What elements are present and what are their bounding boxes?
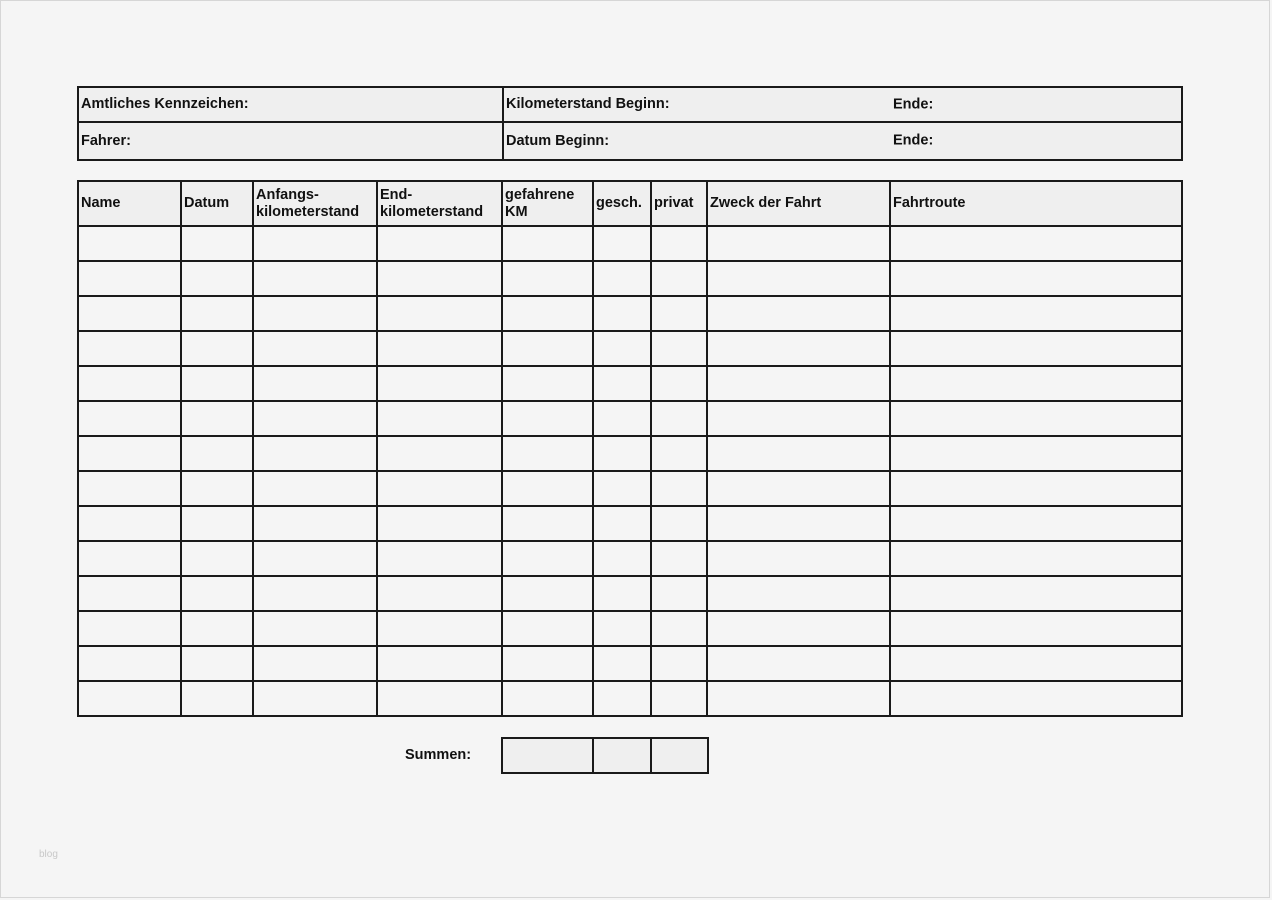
table-row (78, 576, 1182, 611)
cell-driven-km[interactable] (502, 261, 593, 296)
cell-business[interactable] (593, 296, 651, 331)
cell-business[interactable] (593, 681, 651, 716)
cell-date[interactable] (181, 681, 253, 716)
table-row (78, 436, 1182, 471)
cell-driven-km[interactable] (502, 331, 593, 366)
col-header-route: Fahrtroute (890, 181, 1182, 226)
table-row (78, 331, 1182, 366)
cell-start-km[interactable] (253, 506, 377, 541)
cell-name[interactable] (78, 576, 181, 611)
cell-end-km[interactable] (377, 576, 502, 611)
vehicle-info-table (77, 86, 1183, 161)
cell-route[interactable] (890, 576, 1182, 611)
cell-date[interactable] (181, 471, 253, 506)
cell-date[interactable] (181, 506, 253, 541)
cell-driven-km[interactable] (502, 401, 593, 436)
table-row (78, 296, 1182, 331)
cell-start-km[interactable] (253, 296, 377, 331)
cell-business[interactable] (593, 366, 651, 401)
cell-private[interactable] (651, 366, 707, 401)
cell-route[interactable] (890, 226, 1182, 261)
table-row (78, 261, 1182, 296)
trip-log-table (77, 180, 1183, 717)
cell-start-km[interactable] (253, 436, 377, 471)
cell-end-km[interactable] (377, 436, 502, 471)
cell-business[interactable] (593, 401, 651, 436)
cell-name[interactable] (78, 471, 181, 506)
sums-table (501, 737, 709, 774)
cell-date[interactable] (181, 331, 253, 366)
cell-end-km[interactable] (377, 611, 502, 646)
table-row (78, 401, 1182, 436)
col-header-driven-km: gefahrene KM (502, 181, 593, 226)
cell-name[interactable] (78, 331, 181, 366)
cell-purpose[interactable] (707, 506, 890, 541)
col-header-date: Datum (181, 181, 253, 226)
cell-driven-km[interactable] (502, 471, 593, 506)
cell-start-km[interactable] (253, 261, 377, 296)
cell-purpose[interactable] (707, 331, 890, 366)
cell-private[interactable] (651, 296, 707, 331)
cell-end-km[interactable] (377, 646, 502, 681)
cell-end-km[interactable] (377, 226, 502, 261)
plate-label: Amtliches Kennzeichen: (81, 96, 249, 112)
cell-purpose[interactable] (707, 646, 890, 681)
cell-route[interactable] (890, 611, 1182, 646)
table-row (78, 646, 1182, 681)
driver-label: Fahrer: (81, 132, 131, 149)
cell-date[interactable] (181, 436, 253, 471)
sums-row (502, 738, 708, 773)
cell-purpose[interactable] (707, 611, 890, 646)
col-header-start-km: Anfangs- kilometerstand (253, 181, 377, 226)
cell-date[interactable] (181, 646, 253, 681)
cell-private[interactable] (651, 506, 707, 541)
cell-name[interactable] (78, 296, 181, 331)
cell-purpose[interactable] (707, 471, 890, 506)
cell-purpose[interactable] (707, 366, 890, 401)
table-row (78, 506, 1182, 541)
cell-business[interactable] (593, 261, 651, 296)
cell-name[interactable] (78, 366, 181, 401)
table-row (78, 611, 1182, 646)
cell-route[interactable] (890, 331, 1182, 366)
cell-date[interactable] (181, 366, 253, 401)
cell-private[interactable] (651, 576, 707, 611)
cell-driven-km[interactable] (502, 611, 593, 646)
sum-driven-km-cell[interactable] (502, 738, 593, 773)
cell-driven-km[interactable] (502, 226, 593, 261)
cell-driven-km[interactable] (502, 681, 593, 716)
cell-private[interactable] (651, 261, 707, 296)
cell-date[interactable] (181, 611, 253, 646)
cell-purpose[interactable] (707, 436, 890, 471)
cell-start-km[interactable] (253, 611, 377, 646)
cell-private[interactable] (651, 681, 707, 716)
driver-info-row (78, 122, 1182, 160)
cell-start-km[interactable] (253, 541, 377, 576)
table-row (78, 471, 1182, 506)
date-end-label: Ende: (893, 132, 934, 149)
cell-end-km[interactable] (377, 541, 502, 576)
cell-route[interactable] (890, 366, 1182, 401)
cell-private[interactable] (651, 646, 707, 681)
cell-business[interactable] (593, 226, 651, 261)
cell-start-km[interactable] (253, 646, 377, 681)
cell-business[interactable] (593, 471, 651, 506)
cell-purpose[interactable] (707, 296, 890, 331)
cell-purpose[interactable] (707, 681, 890, 716)
cell-start-km[interactable] (253, 681, 377, 716)
cell-start-km[interactable] (253, 366, 377, 401)
cell-business[interactable] (593, 541, 651, 576)
cell-driven-km[interactable] (502, 366, 593, 401)
col-header-end-km: End- kilometerstand (377, 181, 502, 226)
km-cell[interactable] (503, 87, 1182, 122)
table-row (78, 226, 1182, 261)
driver-cell[interactable] (78, 122, 503, 160)
watermark: blog (39, 849, 58, 860)
km-end-label: Ende: (893, 96, 934, 112)
cell-driven-km[interactable] (502, 506, 593, 541)
col-header-business: gesch. (593, 181, 651, 226)
cell-purpose[interactable] (707, 226, 890, 261)
cell-private[interactable] (651, 331, 707, 366)
log-header-row (78, 181, 1182, 226)
cell-end-km[interactable] (377, 261, 502, 296)
cell-business[interactable] (593, 506, 651, 541)
cell-date[interactable] (181, 576, 253, 611)
cell-date[interactable] (181, 296, 253, 331)
cell-name[interactable] (78, 646, 181, 681)
vehicle-info-row (78, 87, 1182, 122)
table-row (78, 366, 1182, 401)
cell-purpose[interactable] (707, 261, 890, 296)
cell-start-km[interactable] (253, 576, 377, 611)
cell-date[interactable] (181, 541, 253, 576)
cell-private[interactable] (651, 471, 707, 506)
cell-business[interactable] (593, 646, 651, 681)
cell-name[interactable] (78, 611, 181, 646)
cell-end-km[interactable] (377, 296, 502, 331)
cell-route[interactable] (890, 541, 1182, 576)
cell-date[interactable] (181, 226, 253, 261)
cell-driven-km[interactable] (502, 541, 593, 576)
cell-date[interactable] (181, 261, 253, 296)
cell-route[interactable] (890, 261, 1182, 296)
table-row (78, 541, 1182, 576)
cell-private[interactable] (651, 401, 707, 436)
cell-route[interactable] (890, 401, 1182, 436)
cell-name[interactable] (78, 436, 181, 471)
cell-end-km[interactable] (377, 471, 502, 506)
cell-route[interactable] (890, 681, 1182, 716)
col-header-name: Name (78, 181, 181, 226)
cell-end-km[interactable] (377, 331, 502, 366)
table-row (78, 681, 1182, 716)
cell-private[interactable] (651, 541, 707, 576)
cell-route[interactable] (890, 506, 1182, 541)
cell-date[interactable] (181, 401, 253, 436)
cell-end-km[interactable] (377, 401, 502, 436)
cell-purpose[interactable] (707, 541, 890, 576)
cell-route[interactable] (890, 646, 1182, 681)
cell-name[interactable] (78, 506, 181, 541)
km-begin-label: Kilometerstand Beginn: (506, 96, 670, 112)
cell-name[interactable] (78, 401, 181, 436)
cell-end-km[interactable] (377, 506, 502, 541)
cell-start-km[interactable] (253, 226, 377, 261)
cell-business[interactable] (593, 611, 651, 646)
col-header-private: privat (651, 181, 707, 226)
cell-private[interactable] (651, 226, 707, 261)
cell-private[interactable] (651, 436, 707, 471)
plate-cell[interactable] (78, 87, 503, 122)
cell-name[interactable] (78, 261, 181, 296)
cell-private[interactable] (651, 611, 707, 646)
cell-start-km[interactable] (253, 401, 377, 436)
cell-driven-km[interactable] (502, 296, 593, 331)
sum-private-cell[interactable] (651, 738, 708, 773)
cell-route[interactable] (890, 471, 1182, 506)
cell-driven-km[interactable] (502, 576, 593, 611)
cell-start-km[interactable] (253, 331, 377, 366)
cell-purpose[interactable] (707, 401, 890, 436)
cell-name[interactable] (78, 226, 181, 261)
cell-end-km[interactable] (377, 681, 502, 716)
cell-start-km[interactable] (253, 471, 377, 506)
cell-driven-km[interactable] (502, 436, 593, 471)
sum-business-cell[interactable] (593, 738, 651, 773)
cell-driven-km[interactable] (502, 646, 593, 681)
cell-purpose[interactable] (707, 576, 890, 611)
cell-business[interactable] (593, 331, 651, 366)
col-header-purpose: Zweck der Fahrt (707, 181, 890, 226)
cell-business[interactable] (593, 576, 651, 611)
cell-route[interactable] (890, 436, 1182, 471)
sums-label: Summen: (405, 747, 472, 763)
date-begin-label: Datum Beginn: (506, 132, 610, 149)
cell-end-km[interactable] (377, 366, 502, 401)
cell-name[interactable] (78, 681, 181, 716)
cell-name[interactable] (78, 541, 181, 576)
date-cell[interactable] (503, 122, 1182, 160)
cell-route[interactable] (890, 296, 1182, 331)
cell-business[interactable] (593, 436, 651, 471)
